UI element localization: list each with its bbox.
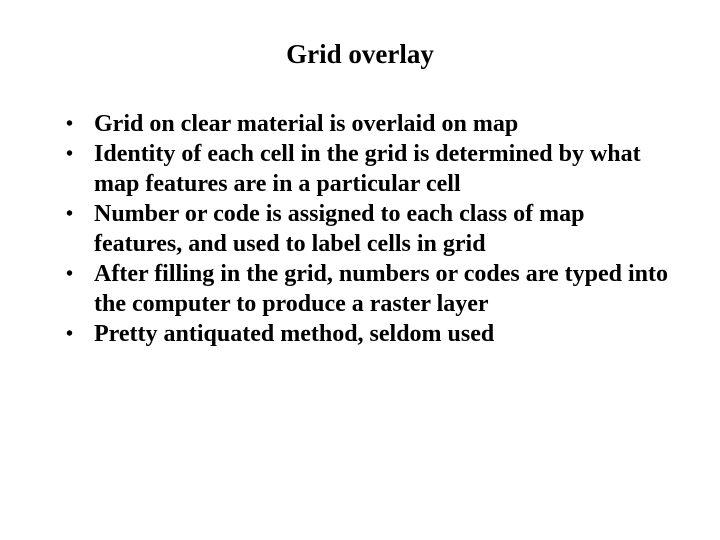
bullet-dot-icon: • <box>66 323 74 345</box>
bullet-item <box>66 199 676 259</box>
bullet-item <box>66 139 676 199</box>
bullet-dot-icon: • <box>66 143 74 165</box>
bullet-text: Number or code is assigned to each class of map features, and used to label cells in grid <box>94 201 585 257</box>
bullet-dot-icon: • <box>66 203 74 225</box>
bullet-item <box>66 109 676 139</box>
slide-title: Grid overlay <box>286 39 434 69</box>
bullet-text: Pretty antiquated method, seldom used <box>94 321 495 347</box>
bullet-text: Grid on clear material is overlaid on map <box>94 111 519 137</box>
bullet-dot-icon: • <box>66 113 74 135</box>
bullet-text: After filling in the grid, numbers or codes are typed into the computer to produce a raster layer <box>94 261 668 317</box>
bullet-list <box>66 109 676 349</box>
bullet-text: Identity of each cell in the grid is determined by what map features are in a particular cell <box>94 141 641 197</box>
bullet-dot-icon: • <box>66 263 74 285</box>
bullet-item <box>66 259 676 319</box>
bullet-item <box>66 319 676 349</box>
